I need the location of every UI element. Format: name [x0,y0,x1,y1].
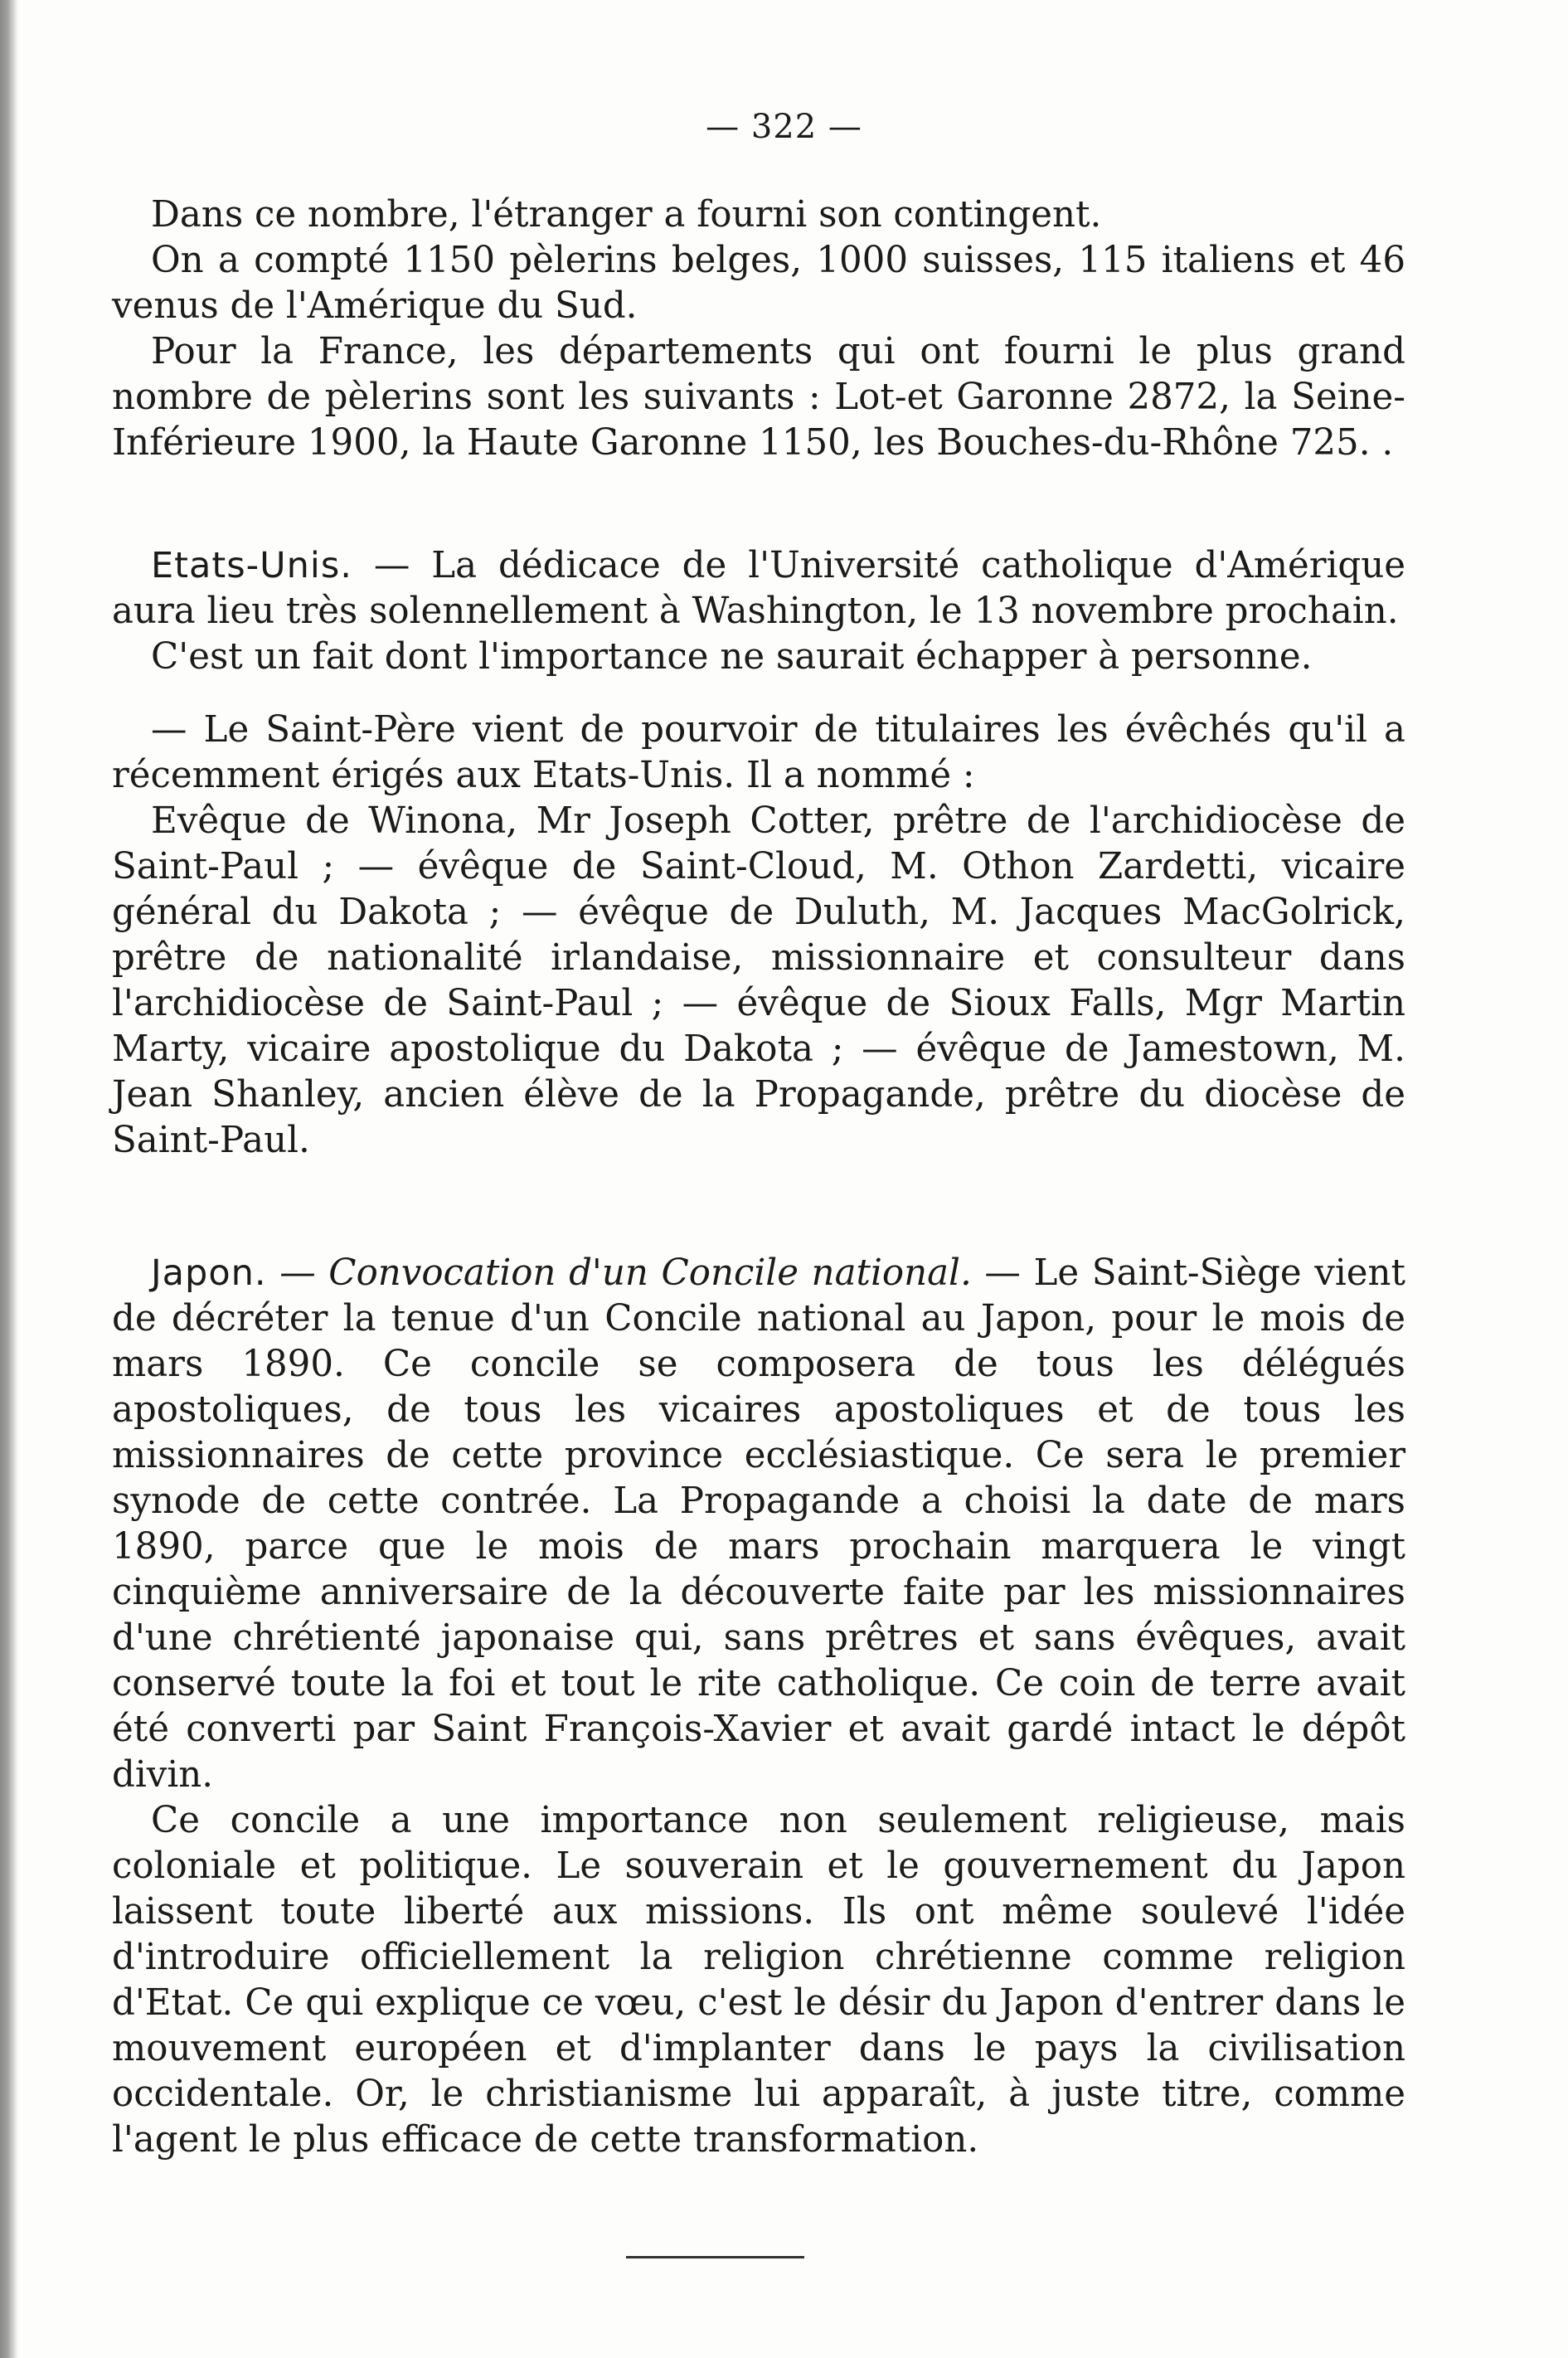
section-heading: Etats-Unis. [151,545,352,586]
paragraph: Ce concile a une importance non seulement religieuse, mais coloniale et politique. Le souverain et le gouvernement du Japon laissent toute liberté aux missions. Ils ont même soulevé l'idée d'introduire officiellement la religion chrétienne comme religion d'Etat. Ce qui explique ce vœu, c'est le désir du Japon d'entrer dans le mouvement européen et d'implanter dans le pays la civilisation occidentale. Or, le christianisme lui apparaît, à juste titre, comme l'agent le plus efficace de cette transformation. [112,1800,1405,2161]
paragraph: — Le Saint-Père vient de pourvoir de titulaires les évêchés qu'il a récemment érigés aux Etats-Unis. Il a nommé : [112,709,1405,796]
paragraph [112,1251,1405,1798]
paragraph [112,543,1405,634]
paragraph-text: — La dédicace de l'Université catholique d'Amérique aura lieu très solennellement à Washington, le 13 novembre prochain. [112,545,1406,632]
paragraph: Evêque de Winona, Mr Joseph Cotter, prêtre de l'archidiocèse de Saint-Paul ; — évêque de Saint-Cloud, M. Othon Zardetti, vicaire général du Dakota ; — évêque de Duluth, M. Jacques MacGolrick, prêtre de nationalité irlandaise, missionnaire et consulteur dans l'archidiocèse de Saint-Paul ; — évêque de Sioux Falls, Mgr Martin Marty, vicaire apostolique du Dakota ; — évêque de Jamestown, M. Jean Shanley, ancien élève de la Propagande, prêtre du diocèse de Saint-Paul. [112,800,1405,1161]
section-france [112,192,1405,466]
section-japon [112,1251,1405,2163]
section-subtitle: — Convocation d'un Concile national. [279,1252,972,1294]
paragraph: Dans ce nombre, l'étranger a fourni son contingent. [151,194,1102,236]
paragraph: Pour la France, les départements qui ont fourni le plus grand nombre de pèlerins sont les suivants : Lot-et Garonne 2872, la Seine-Inférieure 1900, la Haute Garonne 1150, les Bouches-du-Rhône 725. . [112,331,1405,464]
scan-binding-edge [0,0,18,2358]
paragraph: On a compté 1150 pèlerins belges, 1000 suisses, 115 italiens et 46 venus de l'Amérique du Sud. [112,240,1405,327]
footer-rule [626,2256,804,2258]
section-heading: Japon. [151,1252,267,1294]
paragraph-text: — Le Saint-Siège vient de décréter la tenue d'un Concile national au Japon, pour le mois de mars 1890. Ce concile se composera de tous les délégués apostoliques, de tous les vicaires apostoliques et de tous les missionnaires de cette province ecclésiastique. Ce sera le premier synode de cette contrée. La Propagande a choisi la date de mars 1890, parce que le mois de mars prochain marquera le vingt cinquième anniversaire de la découverte faite par les missionnaires d'une chrétienté japonaise qui, sans prêtres et sans évêques, avait conservé toute la foi et tout le rite catholique. Ce coin de terre avait été converti par Saint François-Xavier et avait gardé intact le dépôt divin. [112,1252,1406,1796]
paragraph: C'est un fait dont l'importance ne saurait échapper à personne. [151,636,1313,678]
section-etats-unis [112,543,1405,1164]
page-number: — 322 — [706,108,862,146]
